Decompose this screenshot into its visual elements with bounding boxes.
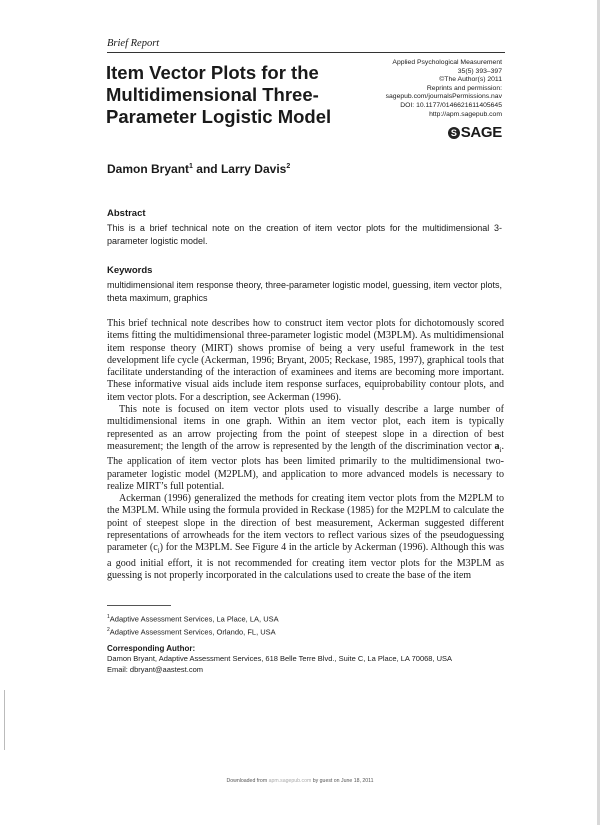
math-subscript: i: [157, 547, 160, 556]
header-divider: [107, 52, 505, 53]
paragraph-text: Ackerman (1996) generalized the methods for creating item vector plots from the M2PLM to the M3PLM. While using the formula provided in Reckase (1985) for the M2PLM to calculate the point of steepest slope in the direction of best measurement, Ackerman suggested different representations of arrowheads for the item vectors to reflect various sizes of the pseudoguessing parameter (c: [107, 493, 504, 554]
article-title: Item Vector Plots for the Multidimensional Three-Parameter Logistic Model: [106, 62, 332, 127]
permissions-link[interactable]: sagepub.com/journalsPermissions.nav: [385, 93, 502, 101]
math-subscript: i: [499, 445, 502, 454]
abstract-text: This is a brief technical note on the creation of item vector plots for the multidimensional 3-parameter logistic model.: [107, 223, 502, 246]
journal-url[interactable]: http://apm.sagepub.com: [429, 110, 502, 118]
footnote-divider: [107, 605, 171, 606]
math-symbol: a: [494, 440, 500, 452]
affiliation-number: 2: [107, 627, 110, 633]
affiliation-item: [107, 612, 279, 625]
corresponding-author-details: [107, 654, 452, 675]
paragraph-text: . The application of item vector plots has been limited primarily to the multidimensional two-parameter logistic model (M2PLM), and application to more advanced models is necessary to realize MIRT’s full potential.: [107, 440, 504, 492]
doi: DOI: 10.1177/0146621611405645: [400, 101, 502, 109]
keywords-heading: Keywords: [107, 265, 153, 276]
author-name: Larry Davis: [220, 162, 287, 176]
download-suffix: by guest on June 18, 2011: [312, 778, 374, 784]
download-notice: [0, 778, 600, 784]
author-affiliation-mark: 2: [286, 163, 291, 170]
body-paragraph: [107, 493, 504, 582]
paragraph-text: This note is focused on item vector plots used to visually describe a large number of multidimensional items in one graph. Within an item vector plot, each item is typically represented as an arrow projecting from the point of steepest slope in a direction of best measurement; the length of the arrow is represented by the length of the discrimination vector: [107, 404, 504, 452]
corresponding-email[interactable]: Email: dbryant@aastest.com: [107, 664, 203, 674]
article-body: [107, 318, 504, 582]
body-paragraph: This brief technical note describes how to construct item vector plots for dichotomously scored items fitting the multidimensional three-parameter logistic model (M3PLM). As multidimensional item response theory (MIRT) shows promise of being a very useful framework in the test development life cycle (Ackerman, 1996; Bryant, 2005; Reckase, 1985, 1997), graphical tools that facilitate understanding of the interaction of examinees and items are becoming more important. These informative visual aids include item response surfaces, equiprobability contour plots, and item vector plots. For a description, see Ackerman (1996).: [107, 318, 504, 403]
download-site-link[interactable]: apm.sagepub.com: [268, 778, 312, 784]
author-name: Damon Bryant: [107, 162, 190, 176]
body-paragraph: [107, 404, 504, 493]
affiliations: [107, 612, 279, 638]
affiliation-text: Adaptive Assessment Services, La Place, LA, USA: [109, 614, 279, 624]
affiliation-number: 1: [107, 614, 110, 620]
article-type-label: Brief Report: [107, 38, 160, 49]
copyright: ©The Author(s) 2011: [439, 76, 502, 84]
author-affiliation-mark: 1: [189, 163, 193, 170]
author-list: [107, 162, 290, 176]
download-prefix: Downloaded from: [226, 778, 268, 784]
publisher-logo: [448, 124, 502, 141]
sage-s-icon: S: [448, 127, 460, 139]
keywords-text: multidimensional item response theory, three-parameter logistic model, guessing, item vector plots, theta maximum, graphics: [107, 280, 502, 303]
corresponding-author-heading: Corresponding Author:: [107, 644, 196, 653]
publication-info: [302, 59, 502, 119]
affiliation-item: [107, 625, 279, 638]
paragraph-text: ) for the M3PLM. See Figure 4 in the article by Ackerman (1996). Although this was a good initial effort, it is not recommended for creating item vector plots for the M3PLM as guessing is not properly incorporated in the calculations used to create the base of the item: [107, 542, 504, 581]
corresponding-address: Damon Bryant, Adaptive Assessment Services, 618 Belle Terre Blvd., Suite C, La Place, LA 70068, USA: [107, 654, 453, 663]
scan-artifact: [4, 690, 5, 750]
journal-name: Applied Psychological Measurement: [392, 59, 502, 66]
abstract-heading: Abstract: [107, 208, 146, 219]
volume-pages: 35(5) 393–397: [457, 67, 502, 75]
author-joiner: and: [196, 162, 218, 176]
affiliation-text: Adaptive Assessment Services, Orlando, FL, USA: [109, 627, 276, 637]
publisher-name: SAGE: [460, 124, 502, 141]
reprints: Reprints and permission:: [426, 84, 502, 92]
